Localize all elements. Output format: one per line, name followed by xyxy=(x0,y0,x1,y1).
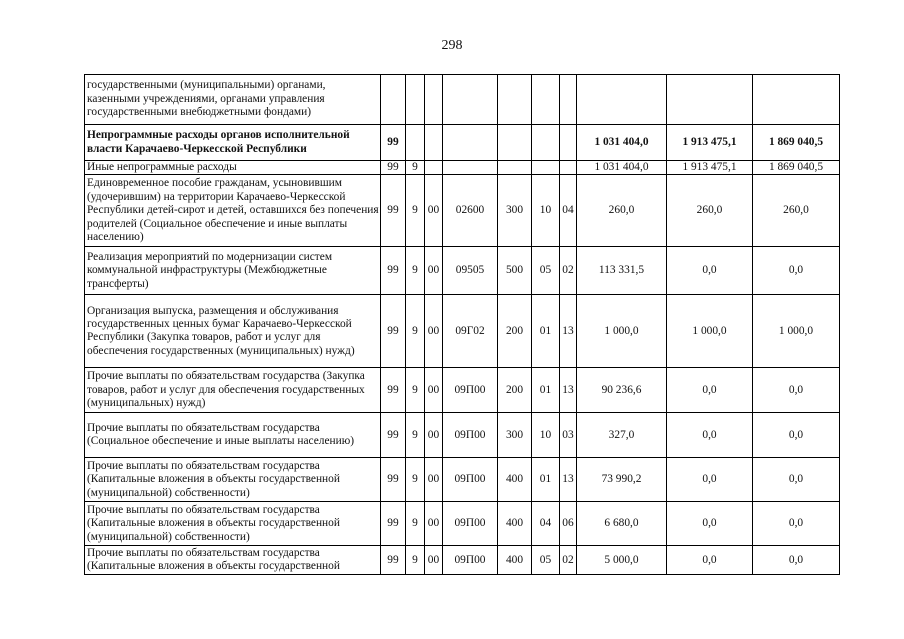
table-row xyxy=(85,546,840,575)
row-name-cell: государственными (муниципальными) органами, казенными учреждениями, органами управления государственными внебюджетными фондами) xyxy=(85,75,381,125)
amount-year2-cell: 1 000,0 xyxy=(667,295,753,368)
amount-year3-cell: 0,0 xyxy=(753,413,840,458)
section-cell: 99 xyxy=(381,458,406,502)
amount-year1-cell: 1 031 404,0 xyxy=(577,161,667,175)
row-name-cell: Прочие выплаты по обязательствам государства (Капитальные вложения в объекты государственной (муниципальной) собственности) xyxy=(85,502,381,546)
amount-year2-cell: 1 913 475,1 xyxy=(667,125,753,161)
target-article-cell: 02600 xyxy=(443,175,498,247)
amount-year3-cell: 0,0 xyxy=(753,247,840,295)
amount-year1-cell: 260,0 xyxy=(577,175,667,247)
target-article-cell: 09505 xyxy=(443,247,498,295)
table-row xyxy=(85,295,840,368)
subsection-cell: 9 xyxy=(406,502,425,546)
chapter-cell: 01 xyxy=(532,368,560,413)
chapter-cell: 10 xyxy=(532,413,560,458)
expense-type-cell: 500 xyxy=(498,247,532,295)
subsection-cell xyxy=(406,125,425,161)
section-cell: 99 xyxy=(381,368,406,413)
amount-year3-cell: 0,0 xyxy=(753,546,840,575)
expense-type-cell: 400 xyxy=(498,546,532,575)
subsection-cell: 9 xyxy=(406,161,425,175)
section-cell xyxy=(381,75,406,125)
amount-year1-cell xyxy=(577,75,667,125)
amount-year3-cell: 1 869 040,5 xyxy=(753,161,840,175)
program-cell: 00 xyxy=(425,247,443,295)
chapter-cell: 01 xyxy=(532,458,560,502)
section-cell: 99 xyxy=(381,161,406,175)
section-cell: 99 xyxy=(381,546,406,575)
amount-year1-cell: 5 000,0 xyxy=(577,546,667,575)
chapter-cell xyxy=(532,75,560,125)
subsection-cell: 9 xyxy=(406,413,425,458)
section-cell: 99 xyxy=(381,175,406,247)
target-article-cell: 09П00 xyxy=(443,502,498,546)
program-cell: 00 xyxy=(425,458,443,502)
amount-year3-cell xyxy=(753,75,840,125)
target-article-cell: 09П00 xyxy=(443,458,498,502)
target-article-cell xyxy=(443,125,498,161)
amount-year1-cell: 6 680,0 xyxy=(577,502,667,546)
amount-year3-cell: 0,0 xyxy=(753,502,840,546)
subchapter-cell xyxy=(560,125,577,161)
chapter-cell xyxy=(532,161,560,175)
subchapter-cell: 04 xyxy=(560,175,577,247)
chapter-cell: 05 xyxy=(532,546,560,575)
section-cell: 99 xyxy=(381,295,406,368)
table-row xyxy=(85,125,840,161)
row-name-cell: Реализация мероприятий по модернизации систем коммунальной инфраструктуры (Межбюджетные трансферты) xyxy=(85,247,381,295)
chapter-cell: 04 xyxy=(532,502,560,546)
amount-year1-cell: 90 236,6 xyxy=(577,368,667,413)
subchapter-cell: 06 xyxy=(560,502,577,546)
subchapter-cell xyxy=(560,161,577,175)
chapter-cell xyxy=(532,125,560,161)
amount-year2-cell: 0,0 xyxy=(667,546,753,575)
amount-year1-cell: 113 331,5 xyxy=(577,247,667,295)
subchapter-cell: 13 xyxy=(560,458,577,502)
page-number: 298 xyxy=(441,38,463,53)
amount-year1-cell: 73 990,2 xyxy=(577,458,667,502)
amount-year2-cell: 0,0 xyxy=(667,247,753,295)
section-cell: 99 xyxy=(381,247,406,295)
table-row xyxy=(85,75,840,125)
table-row xyxy=(85,368,840,413)
target-article-cell xyxy=(443,75,498,125)
subsection-cell: 9 xyxy=(406,458,425,502)
expense-type-cell: 400 xyxy=(498,502,532,546)
section-cell: 99 xyxy=(381,413,406,458)
program-cell xyxy=(425,75,443,125)
expense-type-cell: 200 xyxy=(498,368,532,413)
section-cell: 99 xyxy=(381,125,406,161)
table-row xyxy=(85,247,840,295)
program-cell: 00 xyxy=(425,546,443,575)
expense-type-cell xyxy=(498,75,532,125)
table-row xyxy=(85,161,840,175)
amount-year1-cell: 327,0 xyxy=(577,413,667,458)
chapter-cell: 05 xyxy=(532,247,560,295)
amount-year2-cell: 1 913 475,1 xyxy=(667,161,753,175)
row-name-cell: Единовременное пособие гражданам, усыновившим (удочерившим) на территории Карачаево-Черкесской Республики детей-сирот и детей, оставшихся без попечения родителей (Социальное обеспечение и иные выплаты населению) xyxy=(85,175,381,247)
amount-year2-cell: 0,0 xyxy=(667,458,753,502)
row-name-cell: Непрограммные расходы органов исполнительной власти Карачаево-Черкесской Республики xyxy=(85,125,381,161)
subchapter-cell: 02 xyxy=(560,247,577,295)
subsection-cell xyxy=(406,75,425,125)
program-cell: 00 xyxy=(425,368,443,413)
expense-type-cell: 200 xyxy=(498,295,532,368)
amount-year3-cell: 1 869 040,5 xyxy=(753,125,840,161)
row-name-cell: Иные непрограммные расходы xyxy=(85,161,381,175)
expense-type-cell: 400 xyxy=(498,458,532,502)
subsection-cell: 9 xyxy=(406,175,425,247)
row-name-cell: Прочие выплаты по обязательствам государства (Капитальные вложения в объекты государственной (муниципальной) собственности) xyxy=(85,458,381,502)
table-row xyxy=(85,413,840,458)
table-row xyxy=(85,458,840,502)
target-article-cell: 09П00 xyxy=(443,546,498,575)
program-cell: 00 xyxy=(425,413,443,458)
amount-year3-cell: 260,0 xyxy=(753,175,840,247)
target-article-cell: 09П00 xyxy=(443,368,498,413)
row-name-cell: Прочие выплаты по обязательствам государства (Закупка товаров, работ и услуг для обеспечения государственных (муниципальных) нужд) xyxy=(85,368,381,413)
table-row xyxy=(85,175,840,247)
expense-type-cell: 300 xyxy=(498,413,532,458)
subchapter-cell: 03 xyxy=(560,413,577,458)
table-row xyxy=(85,502,840,546)
expense-type-cell: 300 xyxy=(498,175,532,247)
subchapter-cell xyxy=(560,75,577,125)
row-name-cell: Организация выпуска, размещения и обслуживания государственных ценных бумаг Карачаево-Черкесской Республики (Закупка товаров, работ и услуг для обеспечения государственных (муниципальных) нужд) xyxy=(85,295,381,368)
row-name-cell: Прочие выплаты по обязательствам государства (Капитальные вложения в объекты государственной xyxy=(85,546,381,575)
amount-year2-cell: 0,0 xyxy=(667,413,753,458)
target-article-cell: 09Г02 xyxy=(443,295,498,368)
expense-type-cell xyxy=(498,161,532,175)
subchapter-cell: 13 xyxy=(560,295,577,368)
program-cell xyxy=(425,125,443,161)
section-cell: 99 xyxy=(381,502,406,546)
chapter-cell: 10 xyxy=(532,175,560,247)
subsection-cell: 9 xyxy=(406,295,425,368)
amount-year3-cell: 1 000,0 xyxy=(753,295,840,368)
amount-year1-cell: 1 031 404,0 xyxy=(577,125,667,161)
expense-type-cell xyxy=(498,125,532,161)
amount-year1-cell: 1 000,0 xyxy=(577,295,667,368)
subsection-cell: 9 xyxy=(406,546,425,575)
amount-year2-cell: 0,0 xyxy=(667,502,753,546)
target-article-cell xyxy=(443,161,498,175)
budget-table xyxy=(84,74,840,575)
program-cell: 00 xyxy=(425,502,443,546)
amount-year3-cell: 0,0 xyxy=(753,458,840,502)
subchapter-cell: 02 xyxy=(560,546,577,575)
row-name-cell: Прочие выплаты по обязательствам государства (Социальное обеспечение и иные выплаты населению) xyxy=(85,413,381,458)
program-cell xyxy=(425,161,443,175)
subsection-cell: 9 xyxy=(406,247,425,295)
subsection-cell: 9 xyxy=(406,368,425,413)
table-body xyxy=(85,75,840,575)
amount-year2-cell: 260,0 xyxy=(667,175,753,247)
chapter-cell: 01 xyxy=(532,295,560,368)
program-cell: 00 xyxy=(425,295,443,368)
program-cell: 00 xyxy=(425,175,443,247)
amount-year3-cell: 0,0 xyxy=(753,368,840,413)
amount-year2-cell xyxy=(667,75,753,125)
target-article-cell: 09П00 xyxy=(443,413,498,458)
subchapter-cell: 13 xyxy=(560,368,577,413)
amount-year2-cell: 0,0 xyxy=(667,368,753,413)
